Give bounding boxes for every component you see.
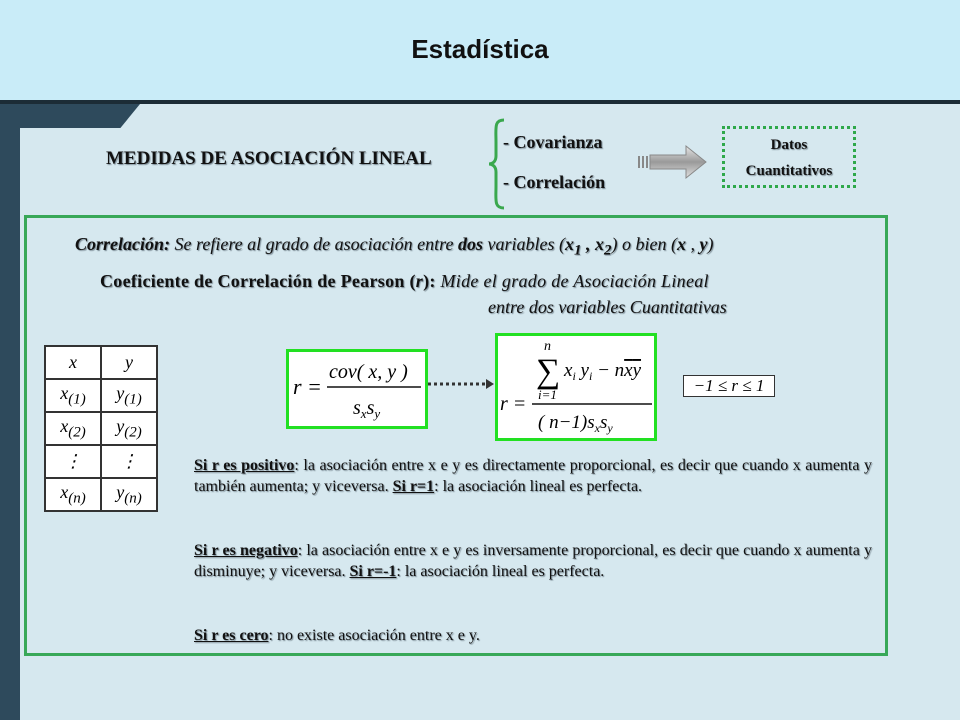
table-row [45,478,157,511]
pearson-text-2: entre dos variables Cuantitativas [488,297,727,317]
accent-stripe [0,104,140,128]
datos-label: Datos [770,137,808,153]
correlacion-rest: variables ( [487,234,565,254]
dotted-arrow-icon [426,378,496,390]
inequality-text: −1 ≤ r ≤ 1 [693,376,765,395]
p2-cond: Si r=-1 [349,563,397,580]
table-cell: ⋮ [45,445,101,478]
pearson-text-1: Mide el grado de Asociación Lineal [440,271,709,291]
p3-lead: Si r es cero [194,627,269,644]
table-cell: ⋮ [101,445,157,478]
formula-lhs: r = [293,374,322,399]
correlacion-term: Correlación [75,234,165,254]
correlacion-tail: ) o bien ( [611,234,677,254]
table-cell: $x_{(n)}$ [45,478,101,511]
dos-term: dos [457,234,483,254]
table-row [45,412,157,445]
sum-upper: n [544,339,551,354]
formula-pearson-svg [498,336,654,438]
formula-denominator-2: ( $n-1)s_xs_y$ [538,412,613,435]
paragraph-negativo [194,540,872,582]
p3-body: : no existe asociación entre x e y. [268,627,480,644]
pearson-close: ): [423,271,436,291]
p2-body: : la asociación entre x e y es inversamente proporcional, es decir que cuando x aumenta y disminuye; y viceversa. [194,542,872,580]
paragraph-positivo [194,455,872,497]
table-row [45,379,157,412]
formula-cov-svg [289,352,425,426]
table-header-row [45,346,157,379]
p1-body: : la asociación entre x e y es directamente proporcional, es decir que cuando x aumenta y también aumenta; y viceversa. [194,457,873,495]
data-table [44,345,158,512]
table-cell: $y_{(1)}$ [101,379,157,412]
cuantitativos-label: Cuantitativos [745,163,833,179]
correlacion-text: Se refiere al grado de asociación entre [174,234,454,254]
pearson-definition [100,271,709,292]
p1-cond: Si r=1 [392,478,435,495]
datos-cuantitativos-box [722,126,856,188]
formula-denominator: $s_xs_y$ [353,397,381,421]
table-header-y: y [101,346,157,379]
table-cell: $x_{(2)}$ [45,412,101,445]
arrow-right-icon [638,142,708,182]
y-var: y [699,234,708,254]
table-cell: $x_{(1)}$ [45,379,101,412]
section-heading: MEDIDAS DE ASOCIACIÓN LINEAL [106,148,432,169]
item-correlacion: - Correlación [503,172,606,192]
correlacion-definition: Correlación: Se refiere al grado de asociación entre dos variables ($x_1$ , $x_2$) o bien (x , y) [75,234,714,259]
sum-lower: i=1 [538,387,557,402]
page-title: Estadística [411,34,549,64]
pearson-formula [495,333,657,441]
p2-tail: : la asociación lineal es perfecta. [396,563,605,580]
table-cell: $y_{(2)}$ [101,412,157,445]
sum-sign: ∑ [536,353,561,390]
x2-sub: 2 [603,242,612,259]
x1-sub: 1 [573,242,582,259]
x-var: x [676,234,686,254]
p2-lead: Si r es negativo [194,542,298,559]
left-accent-bar [0,104,20,720]
p1-lead: Si r es positivo [194,457,295,474]
table-header-x: x [45,346,101,379]
pearson-r: r [415,271,424,291]
pearson-term: Coeficiente de Correlación de Pearson ( [100,271,416,291]
table-cell: $y_{(n)}$ [101,478,157,511]
item-covarianza: - Covarianza [503,132,603,152]
paragraph-cero [194,625,872,646]
range-inequality [683,375,775,397]
formula-numerator: cov( x, y ) [329,361,408,383]
p1-tail: : la asociación lineal es perfecta. [434,478,643,495]
formula-numerator-2: $x_i$ $y_i$ − nxy [564,360,642,383]
covariance-formula [286,349,428,429]
table-row [45,445,157,478]
x1-var: x [564,234,574,254]
x2-var: , x [581,234,604,254]
formula-lhs-2: r = [500,393,527,415]
